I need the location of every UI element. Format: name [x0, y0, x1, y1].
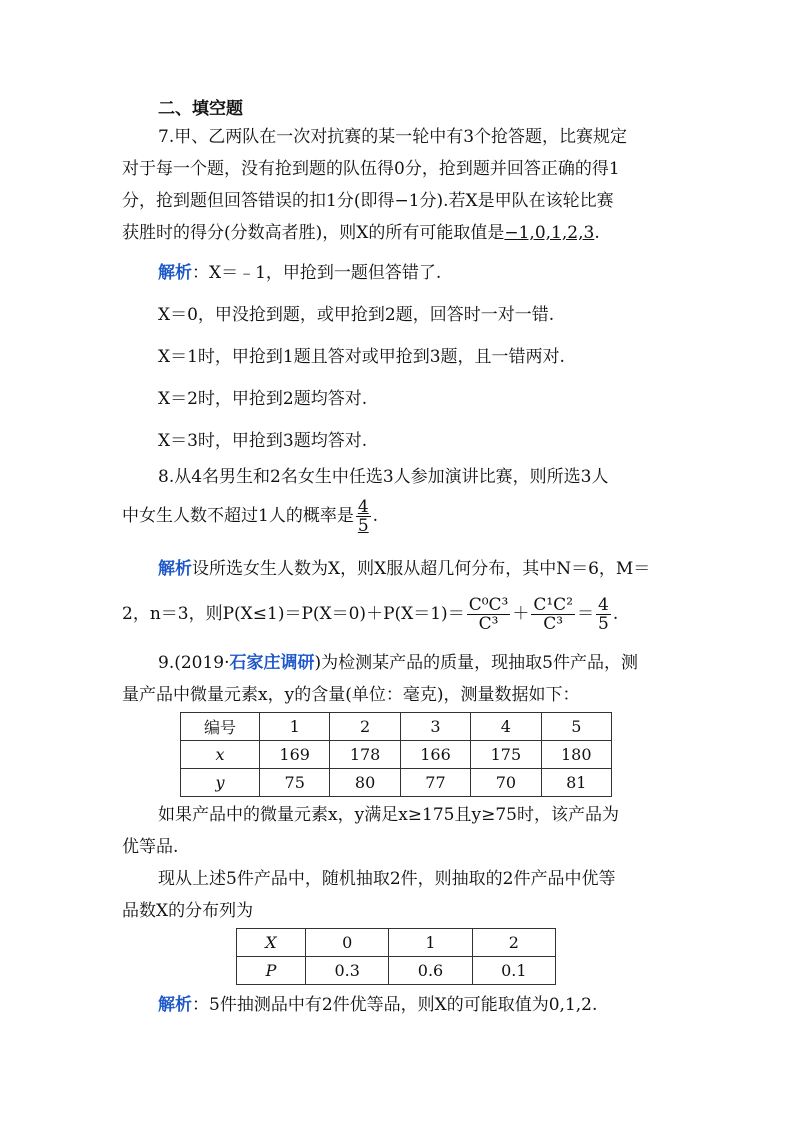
- q8-analysis-text-1: 设所选女生人数为X，则X服从超几何分布，其中N＝6，M＝: [192, 559, 651, 579]
- q7-analysis-text-1: ：X＝﹣1，甲抢到一题但答错了.: [192, 263, 442, 283]
- table-cell: 0.6: [389, 957, 472, 985]
- q9-line-1-start: 9.(2019·: [158, 653, 230, 673]
- table-cell: X: [237, 929, 306, 957]
- table-cell: 3: [400, 713, 470, 741]
- table-cell: 1: [389, 929, 472, 957]
- q7-analysis-4: X＝2时，甲抢到2题均答对.: [158, 389, 368, 409]
- q8-line-2-text: 中女生人数不超过1人的概率是: [122, 506, 354, 526]
- q9-analysis-text: ：5件抽测品中有2件优等品，则X的可能取值为0,1,2.: [192, 995, 598, 1015]
- analysis-label: 解析: [158, 995, 192, 1015]
- table-cell: 178: [330, 741, 400, 769]
- table-cell: P: [237, 957, 306, 985]
- q7-analysis-1: [158, 260, 441, 286]
- q9-line-3: 如果产品中的微量元素x，y满足x≥175且y≥75时，该产品为: [158, 805, 619, 825]
- q9-line-2: 量产品中微量元素x，y的含量(单位：毫克)，测量数据如下：: [122, 685, 580, 705]
- q8-answer-denominator: 5: [357, 516, 369, 536]
- fraction-1-numerator: C⁰C³: [468, 595, 509, 615]
- q9-line-1: [158, 650, 638, 676]
- table-row: [237, 957, 556, 985]
- table-cell: 0.3: [306, 957, 389, 985]
- q7-answer: −1,0,1,2,3: [504, 223, 595, 243]
- table-cell: y: [181, 769, 260, 797]
- analysis-label: 解析: [158, 263, 192, 283]
- table-cell: 1: [260, 713, 330, 741]
- q8-answer-fraction: [356, 498, 371, 535]
- q7-line-3: 分，抢到题但回答错误的扣1分(即得−1分).若X是甲队在该轮比赛: [122, 191, 614, 211]
- q9-line-4: 优等品.: [122, 837, 179, 857]
- q7-line-4-text: 获胜时的得分(分数高者胜)，则X的所有可能取值是: [122, 223, 505, 243]
- q7-line-4: [122, 220, 600, 246]
- q8-answer-numerator: 4: [357, 497, 369, 517]
- q8-line-2: [122, 498, 378, 535]
- table-cell: 0: [306, 929, 389, 957]
- table-cell: 4: [471, 713, 541, 741]
- q8-line-2-end: .: [372, 506, 379, 526]
- table-cell: 180: [541, 741, 611, 769]
- table-cell: x: [181, 741, 260, 769]
- table-cell: 169: [260, 741, 330, 769]
- fraction-2: [531, 596, 575, 633]
- section-title: 二、填空题: [158, 99, 243, 119]
- q7-line-1: 7.甲、乙两队在一次对抗赛的某一轮中有3个抢答题，比赛规定: [158, 127, 628, 147]
- table-row: [237, 929, 556, 957]
- table-cell: 0.1: [472, 957, 555, 985]
- table-cell: 166: [400, 741, 470, 769]
- q7-analysis-5: X＝3时，甲抢到3题均答对.: [158, 431, 368, 451]
- q8-analysis-2: [122, 592, 618, 636]
- table-cell: 175: [471, 741, 541, 769]
- equals-sign: ＝: [577, 604, 595, 624]
- fraction-3-denominator: 5: [598, 614, 609, 634]
- fraction-3-numerator: 4: [598, 595, 609, 615]
- q7-line-4-end: .: [594, 223, 600, 243]
- q8-analysis-end: .: [612, 604, 619, 624]
- q8-line-1: 8.从4名男生和2名女生中任选3人参加演讲比赛，则所选3人: [158, 467, 609, 487]
- q8-analysis-text-2: 2，n＝3，则P(X≤1)＝P(X＝0)＋P(X＝1)＝: [122, 604, 465, 624]
- table-cell: 2: [330, 713, 400, 741]
- analysis-label: 解析: [158, 559, 192, 579]
- table-row: [181, 713, 612, 741]
- table-cell: 80: [330, 769, 400, 797]
- plus-sign: ＋: [512, 604, 530, 624]
- table-cell: 5: [541, 713, 611, 741]
- table-row: [181, 769, 612, 797]
- fraction-1: [467, 596, 511, 633]
- q9-source: 石家庄调研: [229, 653, 315, 673]
- fraction-1-denominator: C³: [478, 614, 499, 634]
- table-cell: 75: [260, 769, 330, 797]
- table-cell: 81: [541, 769, 611, 797]
- table-cell: 70: [471, 769, 541, 797]
- table-cell: 编号: [181, 713, 260, 741]
- q9-line-5: 现从上述5件产品中，随机抽取2件，则抽取的2件产品中优等: [158, 869, 616, 889]
- fraction-3: [596, 596, 611, 633]
- table-cell: 2: [472, 929, 555, 957]
- q9-line-6: 品数X的分布列为: [122, 901, 254, 921]
- measurement-table: [180, 712, 612, 797]
- fraction-2-numerator: C¹C²: [533, 595, 574, 615]
- q7-analysis-2: X＝0，甲没抢到题，或甲抢到2题，回答时一对一错.: [158, 305, 555, 325]
- q7-line-2: 对于每一个题，没有抢到题的队伍得0分，抢到题并回答正确的得1: [122, 159, 620, 179]
- q7-analysis-3: X＝1时，甲抢到1题且答对或甲抢到3题，且一错两对.: [158, 347, 565, 367]
- table-row: [181, 741, 612, 769]
- q9-line-1-end: )为检测某产品的质量，现抽取5件产品，测: [314, 653, 638, 673]
- q9-analysis: [158, 992, 597, 1018]
- q8-analysis-1: [158, 556, 650, 582]
- distribution-table: [236, 928, 556, 985]
- fraction-2-denominator: C³: [543, 614, 564, 634]
- table-cell: 77: [400, 769, 470, 797]
